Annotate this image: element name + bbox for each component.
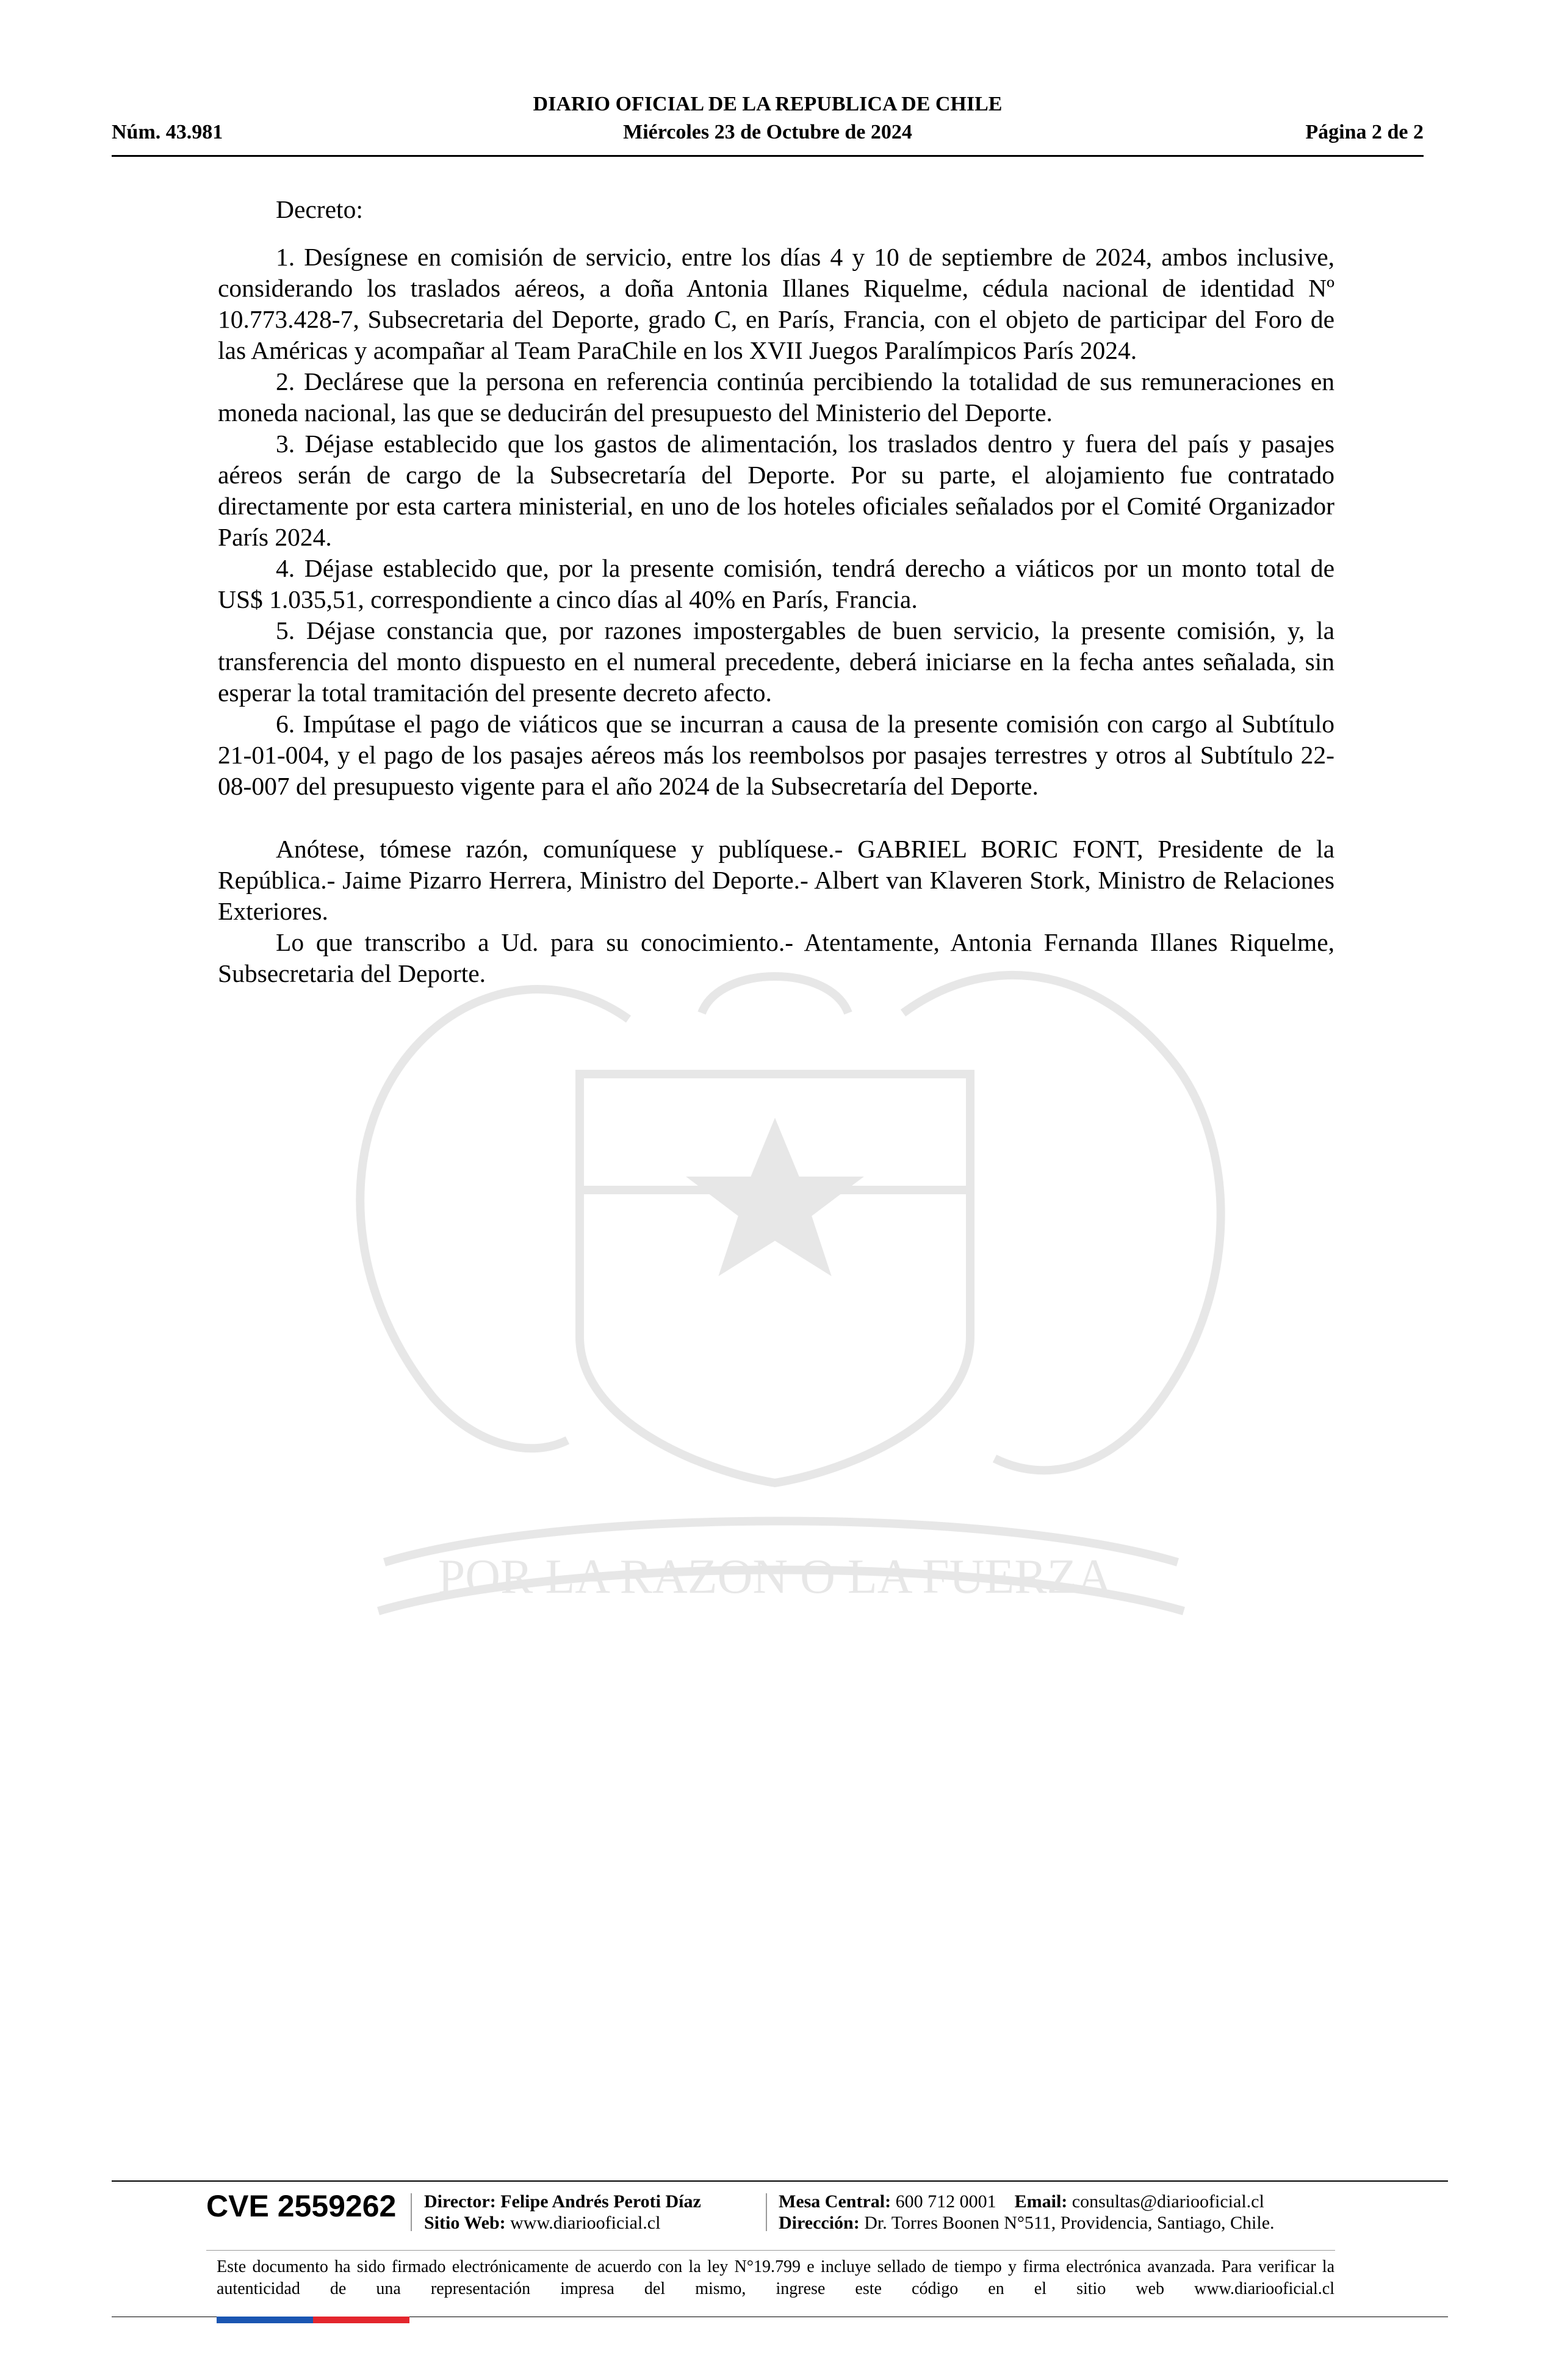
- decree-article: 4. Déjase establecido que, por la presente comisión, tendrá derecho a viáticos por un monto total de US$ 1.035,51, correspondiente a cinco días al 40% en París, Francia.: [218, 554, 1334, 613]
- director-label: Director:: [424, 2191, 496, 2212]
- cve-code: CVE 2559262: [206, 2189, 397, 2223]
- decree-heading: Decreto:: [276, 195, 363, 223]
- star-icon: [699, 1129, 851, 1266]
- issue-number: Núm. 43.981: [112, 121, 223, 143]
- closing-signatures: Anótese, tómese razón, comuníquese y publíquese.- GABRIEL BORIC FONT, Presidente de la República.- Jaime Pizarro Herrera, Ministro del Deporte.- Albert van Klaveren Stork, Ministro de Relaciones Exteriores.: [218, 835, 1334, 925]
- footer-divider: [112, 2180, 1448, 2182]
- decree-article: 5. Déjase constancia que, por razones impostergables de buen servicio, la presente comisión, y, la transferencia del monto dispuesto en el numeral precedente, deberá iniciarse en la fecha antes señalada, sin esperar la total tramitación del presente decreto afecto.: [218, 616, 1334, 707]
- footer-director-block: [424, 2191, 701, 2234]
- footer-contact-block: [779, 2191, 1275, 2234]
- publication-title: DIARIO OFICIAL DE LA REPUBLICA DE CHILE: [533, 93, 1003, 115]
- decree-article: 1. Desígnese en comisión de servicio, entre los días 4 y 10 de septiembre de 2024, ambos inclusive, considerando los traslados aéreos, a doña Antonia Illanes Riquelme, cédula nacional de identidad Nº 10.773.428-7, Subsecretaria del Deporte, grado C, en París, Francia, con el objeto de participar del Foro de las Américas y acompañar al Team ParaChile en los XVII Juegos Paralímpicos París 2024.: [218, 243, 1334, 364]
- page-header: [112, 93, 1424, 159]
- director-name: Felipe Andrés Peroti Díaz: [500, 2191, 701, 2212]
- decree-article: 3. Déjase establecido que los gastos de alimentación, los traslados dentro y fuera del país y pasajes aéreos serán de cargo de la Subsecretaría del Deporte. Por su parte, el alojamiento fue contratado directamente por esta cartera ministerial, en uno de los hoteles oficiales señalados por el Comité Organizador París 2024.: [218, 430, 1334, 551]
- phone-number: 600 712 0001: [895, 2191, 996, 2212]
- website-label: Sitio Web:: [424, 2213, 506, 2233]
- decree-article: 6. Impútase el pago de viáticos que se incurran a causa de la presente comisión con cargo al Subtítulo 21-01-004, y el pago de los pasajes aéreos más los reembolsos por pasajes terrestres y otros al Subtítulo 22-08-007 del presupuesto vigente para el año 2024 de la Subsecretaría del Deporte.: [218, 710, 1334, 800]
- decree-article: 2. Declárese que la persona en referencia continúa percibiendo la totalidad de sus remuneraciones en moneda nacional, las que se deducirán del presupuesto del Ministerio del Deporte.: [218, 367, 1334, 427]
- flag-stripe-red: [313, 2317, 409, 2323]
- page-number: Página 2 de 2: [1305, 121, 1424, 143]
- footer-separator: [411, 2193, 412, 2231]
- address-text: Dr. Torres Boonen N°511, Providencia, Santiago, Chile.: [864, 2213, 1275, 2233]
- website-link[interactable]: www.diariooficial.cl: [510, 2213, 661, 2233]
- decree-body: [218, 194, 1334, 989]
- email-label: Email:: [1014, 2191, 1068, 2212]
- footer-inner-divider: [206, 2250, 1335, 2251]
- flag-stripe-blue: [217, 2317, 313, 2323]
- signature-notice: Este documento ha sido firmado electrónicamente de acuerdo con la ley N°19.799 e incluye sellado de tiempo y firma electrónica avanzada. Para verificar la autenticidad de una representación impresa del mismo, ingrese este código en el sitio web www.diariooficial.cl: [217, 2257, 1334, 2298]
- header-divider: [112, 155, 1424, 157]
- email-link[interactable]: consultas@diariooficial.cl: [1072, 2191, 1264, 2212]
- coat-of-arms-watermark: [201, 873, 1349, 1684]
- watermark-motto: POR LA RAZON O LA FUERZA: [438, 1550, 1112, 1604]
- footer-info: [206, 2191, 1335, 2234]
- address-label: Dirección:: [779, 2213, 860, 2233]
- issue-date: Miércoles 23 de Octubre de 2024: [623, 121, 912, 143]
- phone-label: Mesa Central:: [779, 2191, 891, 2212]
- transcription-note: Lo que transcribo a Ud. para su conocimiento.- Atentamente, Antonia Fernanda Illanes Riquelme, Subsecretaria del Deporte.: [218, 928, 1334, 987]
- footer-separator: [766, 2193, 767, 2231]
